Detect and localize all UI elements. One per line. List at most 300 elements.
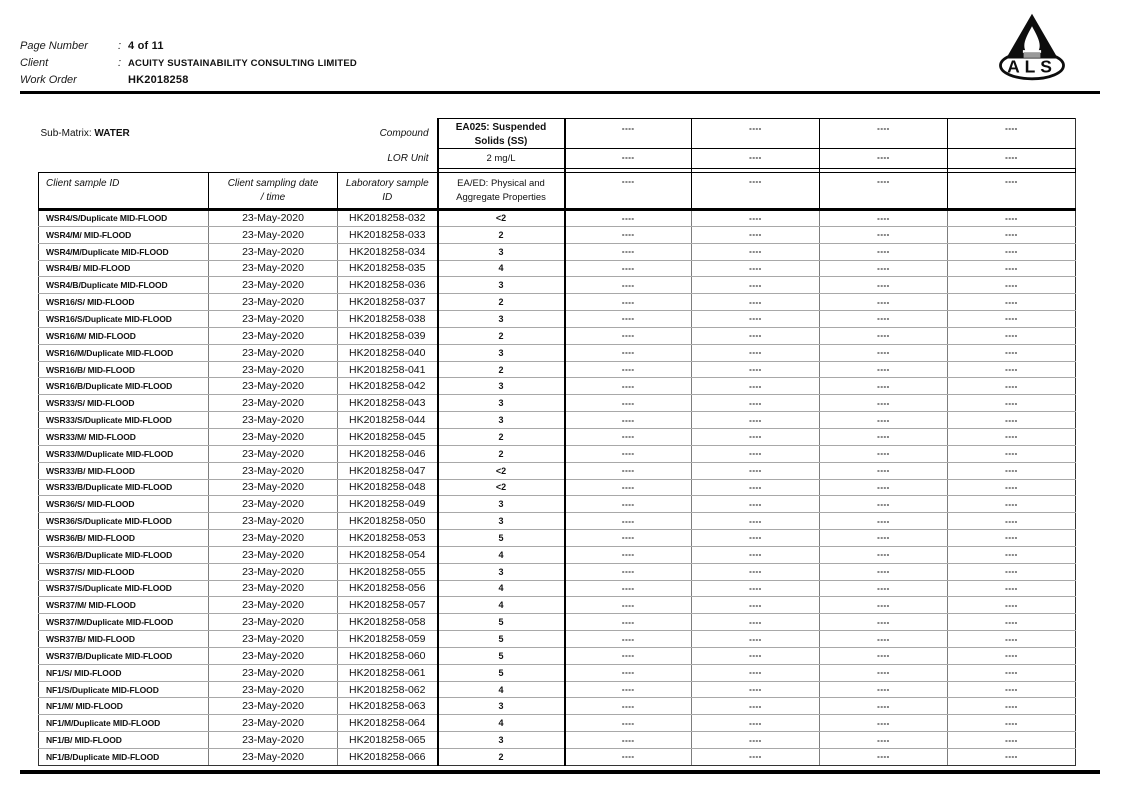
- sampling-date-cell: 23-May-2020: [209, 749, 338, 766]
- suspended-solids-value-cell: 4: [438, 580, 565, 597]
- lab-sample-id-cell: HK2018258-064: [338, 715, 438, 732]
- lab-sample-id-cell: HK2018258-048: [338, 479, 438, 496]
- client-sample-id-cell: WSR33/B/ MID-FLOOD: [39, 462, 209, 479]
- sampling-date-cell: 23-May-2020: [209, 580, 338, 597]
- empty-result-cell: ----: [692, 698, 820, 715]
- lor-unit-ea025: 2 mg/L: [438, 149, 565, 169]
- sampling-date-cell: 23-May-2020: [209, 311, 338, 328]
- suspended-solids-value-cell: 2: [438, 327, 565, 344]
- empty-result-cell: ----: [565, 210, 692, 227]
- table-row: [39, 715, 1076, 732]
- empty-result-cell: ----: [820, 496, 948, 513]
- client-sample-id-cell: WSR33/M/Duplicate MID-FLOOD: [39, 445, 209, 462]
- client-label: Client: [20, 57, 49, 69]
- suspended-solids-value-cell: 2: [438, 445, 565, 462]
- sampling-date-cell: 23-May-2020: [209, 698, 338, 715]
- lab-sample-id-cell: HK2018258-059: [338, 631, 438, 648]
- client-sample-id-cell: WSR36/S/ MID-FLOOD: [39, 496, 209, 513]
- lab-sample-id-cell: HK2018258-033: [338, 226, 438, 243]
- client-separator: :: [118, 57, 122, 69]
- als-logo: [990, 6, 1074, 90]
- empty-result-cell: ----: [692, 378, 820, 395]
- lab-sample-id-cell: HK2018258-049: [338, 496, 438, 513]
- empty-result-cell: ----: [820, 462, 948, 479]
- empty-result-cell: ----: [948, 647, 1076, 664]
- lor-unit-empty: ----: [820, 149, 948, 169]
- sampling-date-cell: 23-May-2020: [209, 226, 338, 243]
- lab-sample-id-cell: HK2018258-063: [338, 698, 438, 715]
- sampling-date-cell: 23-May-2020: [209, 715, 338, 732]
- empty-result-cell: ----: [948, 210, 1076, 227]
- empty-result-cell: ----: [692, 647, 820, 664]
- lab-sample-id-cell: HK2018258-041: [338, 361, 438, 378]
- empty-result-cell: ----: [692, 597, 820, 614]
- empty-result-cell: ----: [692, 462, 820, 479]
- lab-sample-id-cell: HK2018258-057: [338, 597, 438, 614]
- empty-result-cell: ----: [820, 631, 948, 648]
- compound-row-label: Compound: [379, 128, 429, 139]
- empty-result-cell: ----: [948, 496, 1076, 513]
- sampling-date-header-line2: / time: [260, 192, 286, 203]
- lab-sample-id-cell: HK2018258-065: [338, 732, 438, 749]
- sampling-date-cell: 23-May-2020: [209, 412, 338, 429]
- suspended-solids-value-cell: 3: [438, 732, 565, 749]
- sampling-date-cell: 23-May-2020: [209, 647, 338, 664]
- page-number-label: Page Number: [20, 40, 88, 52]
- empty-result-cell: ----: [565, 428, 692, 445]
- empty-result-cell: ----: [948, 479, 1076, 496]
- empty-result-cell: ----: [948, 226, 1076, 243]
- empty-result-cell: ----: [565, 496, 692, 513]
- page-meta: [20, 40, 357, 91]
- lab-sample-id-cell: HK2018258-038: [338, 311, 438, 328]
- empty-result-cell: ----: [948, 378, 1076, 395]
- suspended-solids-value-cell: 3: [438, 344, 565, 361]
- suspended-solids-value-cell: 3: [438, 496, 565, 513]
- suspended-solids-value-cell: 4: [438, 681, 565, 698]
- page-number-separator: :: [118, 40, 122, 52]
- method-header-line1: EA/ED: Physical and: [457, 178, 545, 189]
- empty-result-cell: ----: [820, 260, 948, 277]
- suspended-solids-value-cell: 5: [438, 530, 565, 547]
- client-sample-id-cell: WSR16/M/Duplicate MID-FLOOD: [39, 344, 209, 361]
- empty-result-cell: ----: [820, 361, 948, 378]
- suspended-solids-value-cell: 3: [438, 513, 565, 530]
- meta-row-page-number: [20, 40, 357, 57]
- empty-result-cell: ----: [692, 226, 820, 243]
- table-row: [39, 277, 1076, 294]
- empty-result-cell: ----: [565, 462, 692, 479]
- empty-result-cell: ----: [565, 226, 692, 243]
- empty-result-cell: ----: [692, 311, 820, 328]
- lab-sample-id-cell: HK2018258-066: [338, 749, 438, 766]
- client-sample-id-cell: WSR33/S/Duplicate MID-FLOOD: [39, 412, 209, 429]
- empty-result-cell: ----: [948, 563, 1076, 580]
- empty-result-cell: ----: [820, 513, 948, 530]
- lab-sample-id-cell: HK2018258-046: [338, 445, 438, 462]
- table-row: [39, 412, 1076, 429]
- empty-result-cell: ----: [565, 580, 692, 597]
- empty-result-cell: ----: [948, 715, 1076, 732]
- method-header-empty: ----: [948, 173, 1076, 210]
- lab-sample-id-cell: HK2018258-054: [338, 546, 438, 563]
- table-row: [39, 496, 1076, 513]
- table-row: [39, 664, 1076, 681]
- suspended-solids-value-cell: 2: [438, 428, 565, 445]
- suspended-solids-value-cell: 3: [438, 412, 565, 429]
- empty-result-cell: ----: [692, 479, 820, 496]
- empty-result-cell: ----: [692, 513, 820, 530]
- empty-result-cell: ----: [948, 513, 1076, 530]
- suspended-solids-value-cell: 2: [438, 294, 565, 311]
- table-row: [39, 226, 1076, 243]
- empty-result-cell: ----: [565, 749, 692, 766]
- empty-result-cell: ----: [692, 344, 820, 361]
- empty-result-cell: ----: [565, 513, 692, 530]
- lor-unit-empty: ----: [692, 149, 820, 169]
- empty-result-cell: ----: [948, 530, 1076, 547]
- empty-result-cell: ----: [565, 597, 692, 614]
- empty-result-cell: ----: [692, 428, 820, 445]
- table-row: [39, 311, 1076, 328]
- empty-result-cell: ----: [565, 412, 692, 429]
- empty-result-cell: ----: [948, 462, 1076, 479]
- empty-result-cell: ----: [692, 260, 820, 277]
- client-sample-id-cell: WSR36/B/ MID-FLOOD: [39, 530, 209, 547]
- lab-sample-id-cell: HK2018258-042: [338, 378, 438, 395]
- suspended-solids-value-cell: 3: [438, 243, 565, 260]
- empty-result-cell: ----: [692, 277, 820, 294]
- client-sample-id-header: Client sample ID: [39, 173, 209, 210]
- empty-result-cell: ----: [820, 749, 948, 766]
- method-header-empty: ----: [692, 173, 820, 210]
- client-sample-id-cell: WSR33/B/Duplicate MID-FLOOD: [39, 479, 209, 496]
- suspended-solids-value-cell: <2: [438, 479, 565, 496]
- empty-result-cell: ----: [565, 327, 692, 344]
- empty-result-cell: ----: [948, 698, 1076, 715]
- empty-result-cell: ----: [565, 260, 692, 277]
- sampling-date-cell: 23-May-2020: [209, 260, 338, 277]
- table-row: [39, 580, 1076, 597]
- empty-result-cell: ----: [692, 327, 820, 344]
- method-header-line2: Aggregate Properties: [456, 192, 546, 203]
- client-sample-id-cell: NF1/M/ MID-FLOOD: [39, 698, 209, 715]
- empty-result-cell: ----: [692, 412, 820, 429]
- table-row: [39, 327, 1076, 344]
- empty-result-cell: ----: [820, 580, 948, 597]
- empty-result-cell: ----: [565, 378, 692, 395]
- sampling-date-cell: 23-May-2020: [209, 243, 338, 260]
- compound-name-line2: Solids (SS): [474, 135, 528, 147]
- client-sample-id-cell: NF1/B/ MID-FLOOD: [39, 732, 209, 749]
- table-row: [39, 378, 1076, 395]
- empty-result-cell: ----: [948, 546, 1076, 563]
- client-sample-id-cell: WSR4/S/Duplicate MID-FLOOD: [39, 210, 209, 227]
- empty-result-cell: ----: [692, 715, 820, 732]
- empty-result-cell: ----: [565, 530, 692, 547]
- method-header-empty: ----: [820, 173, 948, 210]
- sampling-date-cell: 23-May-2020: [209, 428, 338, 445]
- client-sample-id-cell: WSR16/S/ MID-FLOOD: [39, 294, 209, 311]
- sub-matrix-label: Sub-Matrix:: [40, 128, 92, 139]
- compound-header-ea025: [438, 119, 565, 149]
- client-sample-id-cell: WSR37/B/ MID-FLOOD: [39, 631, 209, 648]
- lab-sample-id-cell: HK2018258-060: [338, 647, 438, 664]
- empty-result-cell: ----: [692, 530, 820, 547]
- suspended-solids-value-cell: <2: [438, 462, 565, 479]
- empty-result-cell: ----: [820, 344, 948, 361]
- empty-result-cell: ----: [948, 597, 1076, 614]
- table-row: [39, 462, 1076, 479]
- empty-result-cell: ----: [565, 732, 692, 749]
- empty-result-cell: ----: [948, 749, 1076, 766]
- empty-result-cell: ----: [948, 327, 1076, 344]
- empty-result-cell: ----: [692, 210, 820, 227]
- empty-result-cell: ----: [820, 715, 948, 732]
- table-row: [39, 395, 1076, 412]
- empty-result-cell: ----: [820, 546, 948, 563]
- suspended-solids-value-cell: 2: [438, 226, 565, 243]
- sampling-date-cell: 23-May-2020: [209, 530, 338, 547]
- lab-sample-id-cell: HK2018258-045: [338, 428, 438, 445]
- lab-sample-id-cell: HK2018258-062: [338, 681, 438, 698]
- work-order-value: HK2018258: [128, 74, 189, 86]
- client-sample-id-cell: NF1/S/ MID-FLOOD: [39, 664, 209, 681]
- empty-result-cell: ----: [692, 631, 820, 648]
- empty-result-cell: ----: [692, 563, 820, 580]
- table-row: [39, 294, 1076, 311]
- suspended-solids-value-cell: 3: [438, 698, 565, 715]
- header-divider: [20, 91, 1100, 94]
- empty-result-cell: ----: [565, 647, 692, 664]
- table-row: [39, 210, 1076, 227]
- empty-result-cell: ----: [692, 361, 820, 378]
- client-value: ACUITY SUSTAINABILITY CONSULTING LIMITED: [128, 58, 357, 69]
- table-row: [39, 647, 1076, 664]
- empty-result-cell: ----: [948, 681, 1076, 698]
- lab-sample-id-cell: HK2018258-055: [338, 563, 438, 580]
- empty-result-cell: ----: [820, 277, 948, 294]
- table-row: [39, 260, 1076, 277]
- sampling-date-cell: 23-May-2020: [209, 361, 338, 378]
- lab-sample-id-cell: HK2018258-061: [338, 664, 438, 681]
- results-table-head: [39, 119, 1076, 210]
- empty-result-cell: ----: [692, 732, 820, 749]
- empty-result-cell: ----: [820, 226, 948, 243]
- empty-result-cell: ----: [565, 698, 692, 715]
- table-row: [39, 631, 1076, 648]
- empty-result-cell: ----: [820, 732, 948, 749]
- client-sample-id-cell: WSR33/S/ MID-FLOOD: [39, 395, 209, 412]
- lab-sample-id-cell: HK2018258-053: [338, 530, 438, 547]
- client-sample-id-cell: WSR37/B/Duplicate MID-FLOOD: [39, 647, 209, 664]
- lab-sample-id-cell: HK2018258-034: [338, 243, 438, 260]
- table-row: [39, 243, 1076, 260]
- lab-sample-id-cell: HK2018258-036: [338, 277, 438, 294]
- empty-result-cell: ----: [948, 428, 1076, 445]
- empty-result-cell: ----: [565, 361, 692, 378]
- empty-result-cell: ----: [820, 597, 948, 614]
- empty-result-cell: ----: [692, 614, 820, 631]
- compound-name-row: [39, 119, 1076, 149]
- table-row: [39, 344, 1076, 361]
- empty-result-cell: ----: [565, 681, 692, 698]
- table-row: [39, 445, 1076, 462]
- empty-result-cell: ----: [948, 614, 1076, 631]
- empty-result-cell: ----: [820, 614, 948, 631]
- suspended-solids-value-cell: 4: [438, 715, 565, 732]
- sampling-date-cell: 23-May-2020: [209, 210, 338, 227]
- suspended-solids-value-cell: 5: [438, 664, 565, 681]
- lab-sample-id-cell: HK2018258-050: [338, 513, 438, 530]
- lab-sample-id-cell: HK2018258-039: [338, 327, 438, 344]
- sampling-date-cell: 23-May-2020: [209, 513, 338, 530]
- empty-result-cell: ----: [692, 243, 820, 260]
- suspended-solids-value-cell: 3: [438, 277, 565, 294]
- sampling-date-cell: 23-May-2020: [209, 294, 338, 311]
- column-header-row: [39, 173, 1076, 210]
- sampling-date-cell: 23-May-2020: [209, 732, 338, 749]
- empty-result-cell: ----: [565, 631, 692, 648]
- suspended-solids-value-cell: 2: [438, 749, 565, 766]
- compound-header-empty: ----: [565, 119, 692, 149]
- client-sample-id-cell: WSR4/B/Duplicate MID-FLOOD: [39, 277, 209, 294]
- lab-sample-id-cell: HK2018258-043: [338, 395, 438, 412]
- table-row: [39, 513, 1076, 530]
- sampling-date-cell: 23-May-2020: [209, 597, 338, 614]
- empty-result-cell: ----: [692, 546, 820, 563]
- sampling-date-cell: 23-May-2020: [209, 631, 338, 648]
- empty-result-cell: ----: [565, 445, 692, 462]
- suspended-solids-value-cell: 5: [438, 614, 565, 631]
- lab-sample-id-cell: HK2018258-044: [338, 412, 438, 429]
- empty-result-cell: ----: [692, 664, 820, 681]
- suspended-solids-value-cell: 4: [438, 597, 565, 614]
- table-row: [39, 563, 1076, 580]
- empty-result-cell: ----: [948, 277, 1076, 294]
- empty-result-cell: ----: [948, 412, 1076, 429]
- sampling-date-cell: 23-May-2020: [209, 563, 338, 580]
- table-row: [39, 546, 1076, 563]
- empty-result-cell: ----: [948, 260, 1076, 277]
- empty-result-cell: ----: [948, 580, 1076, 597]
- logo-text: ALS: [1007, 56, 1057, 77]
- table-row: [39, 479, 1076, 496]
- table-row: [39, 361, 1076, 378]
- client-sample-id-cell: WSR4/M/ MID-FLOOD: [39, 226, 209, 243]
- compound-header-empty: ----: [948, 119, 1076, 149]
- table-row: [39, 530, 1076, 547]
- empty-result-cell: ----: [948, 361, 1076, 378]
- lab-sample-id-cell: HK2018258-056: [338, 580, 438, 597]
- empty-result-cell: ----: [565, 614, 692, 631]
- sampling-date-cell: 23-May-2020: [209, 496, 338, 513]
- sampling-date-cell: 23-May-2020: [209, 277, 338, 294]
- suspended-solids-value-cell: 3: [438, 395, 565, 412]
- empty-result-cell: ----: [565, 479, 692, 496]
- sampling-date-cell: 23-May-2020: [209, 378, 338, 395]
- page-number-value: 4 of 11: [128, 40, 164, 52]
- client-sample-id-cell: WSR37/M/Duplicate MID-FLOOD: [39, 614, 209, 631]
- lab-sample-id-cell: HK2018258-035: [338, 260, 438, 277]
- empty-result-cell: ----: [948, 344, 1076, 361]
- empty-result-cell: ----: [820, 395, 948, 412]
- suspended-solids-value-cell: 5: [438, 631, 565, 648]
- client-sample-id-cell: WSR36/B/Duplicate MID-FLOOD: [39, 546, 209, 563]
- empty-result-cell: ----: [820, 681, 948, 698]
- empty-result-cell: ----: [820, 445, 948, 462]
- lab-sample-id-cell: HK2018258-037: [338, 294, 438, 311]
- sampling-date-cell: 23-May-2020: [209, 614, 338, 631]
- empty-result-cell: ----: [820, 243, 948, 260]
- table-row: [39, 749, 1076, 766]
- sampling-date-cell: 23-May-2020: [209, 479, 338, 496]
- lab-sample-id-header-line1: Laboratory sample: [345, 178, 429, 189]
- empty-result-cell: ----: [820, 530, 948, 547]
- empty-result-cell: ----: [565, 664, 692, 681]
- sampling-date-cell: 23-May-2020: [209, 462, 338, 479]
- empty-result-cell: ----: [565, 277, 692, 294]
- empty-result-cell: ----: [820, 563, 948, 580]
- compound-name-line1: EA025: Suspended: [455, 122, 547, 133]
- empty-result-cell: ----: [820, 647, 948, 664]
- empty-result-cell: ----: [820, 294, 948, 311]
- empty-result-cell: ----: [565, 311, 692, 328]
- table-row: [39, 428, 1076, 445]
- lor-unit-row-label: LOR Unit: [387, 153, 429, 164]
- table-row: [39, 614, 1076, 631]
- empty-result-cell: ----: [948, 395, 1076, 412]
- empty-result-cell: ----: [820, 664, 948, 681]
- empty-result-cell: ----: [948, 631, 1076, 648]
- suspended-solids-value-cell: 3: [438, 311, 565, 328]
- meta-row-work-order: [20, 74, 357, 91]
- results-table-wrap: [38, 118, 1076, 766]
- lab-sample-id-cell: HK2018258-058: [338, 614, 438, 631]
- empty-result-cell: ----: [565, 563, 692, 580]
- sub-matrix: [39, 128, 130, 139]
- empty-result-cell: ----: [820, 311, 948, 328]
- lor-unit-empty: ----: [565, 149, 692, 169]
- empty-result-cell: ----: [948, 294, 1076, 311]
- table-row: [39, 732, 1076, 749]
- lab-sample-id-header: [338, 173, 438, 210]
- sampling-date-cell: 23-May-2020: [209, 664, 338, 681]
- empty-result-cell: ----: [692, 445, 820, 462]
- client-sample-id-cell: WSR36/S/Duplicate MID-FLOOD: [39, 513, 209, 530]
- empty-result-cell: ----: [948, 732, 1076, 749]
- lor-unit-label-cell: [39, 149, 438, 169]
- table-row: [39, 698, 1076, 715]
- lab-sample-id-cell: HK2018258-032: [338, 210, 438, 227]
- client-sample-id-cell: NF1/B/Duplicate MID-FLOOD: [39, 749, 209, 766]
- suspended-solids-value-cell: <2: [438, 210, 565, 227]
- empty-result-cell: ----: [820, 378, 948, 395]
- suspended-solids-value-cell: 3: [438, 563, 565, 580]
- sampling-date-cell: 23-May-2020: [209, 445, 338, 462]
- sub-matrix-value: WATER: [94, 128, 130, 139]
- client-sample-id-cell: WSR33/M/ MID-FLOOD: [39, 428, 209, 445]
- compound-header-empty: ----: [820, 119, 948, 149]
- table-row: [39, 597, 1076, 614]
- empty-result-cell: ----: [948, 664, 1076, 681]
- work-order-label: Work Order: [20, 74, 77, 86]
- method-header-empty: ----: [565, 173, 692, 210]
- compound-header-empty: ----: [692, 119, 820, 149]
- suspended-solids-value-cell: 4: [438, 546, 565, 563]
- sampling-date-header: [209, 173, 338, 210]
- empty-result-cell: ----: [692, 749, 820, 766]
